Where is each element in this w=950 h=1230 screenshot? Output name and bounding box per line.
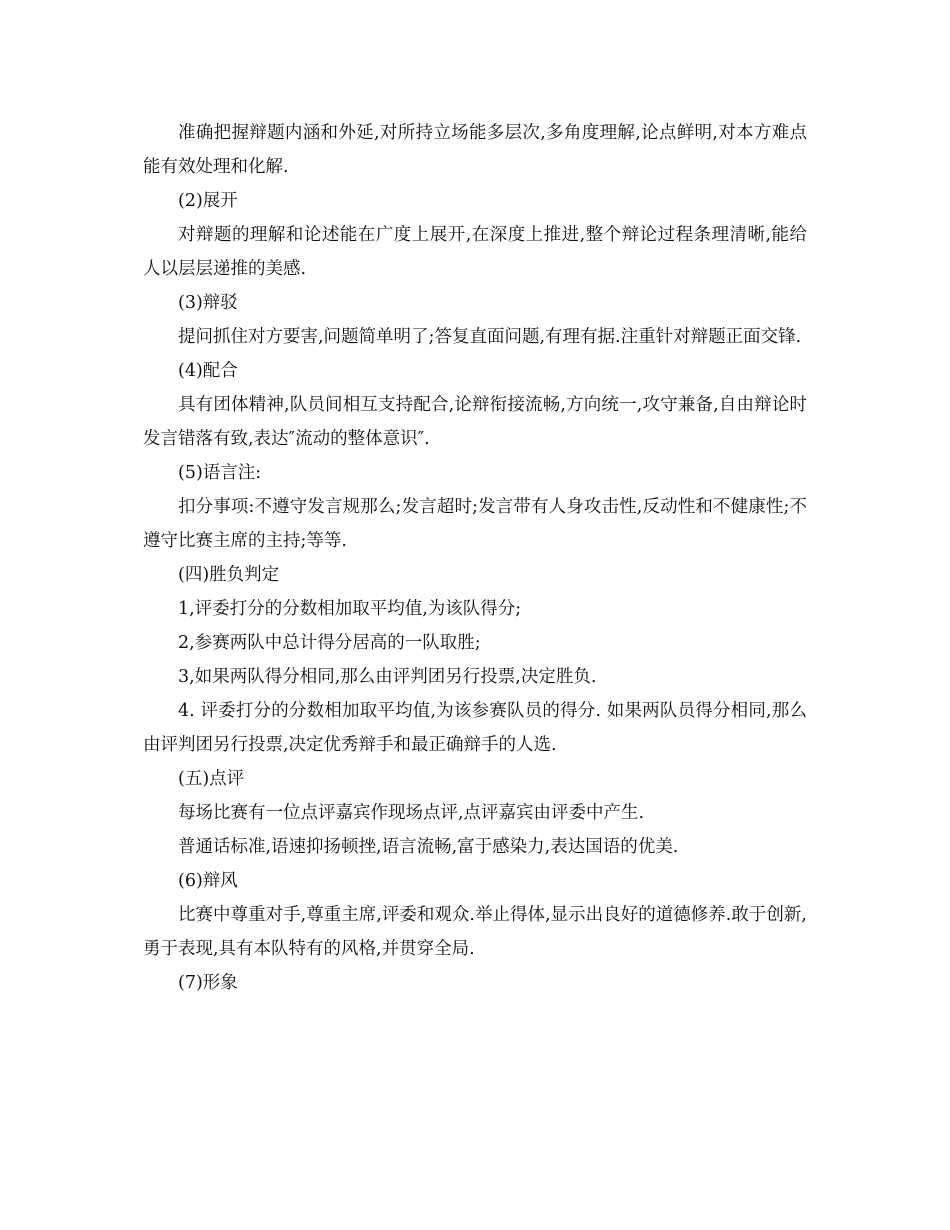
paragraph-rebuttal: 提问抓住对方要害,问题简单明了;答复直面问题,有理有据.注重针对辩题正面交锋. [178,327,802,347]
paragraph-expansion: 对辩题的理解和论述能在广度上展开,在深度上推进,整个辩论过程条理清晰,能给人以层层递推的美感. [143,225,807,279]
heading-expansion: (2)展开 [178,191,238,211]
judging-rule-1: 1,评委打分的分数相加取平均值,为该队得分; [178,599,522,619]
heading-rebuttal: (3)辩驳 [178,293,238,313]
paragraph-mandarin: 普通话标准,语速抑扬顿挫,语言流畅,富于感染力,表达国语的优美. [178,837,679,857]
heading-image: (7)形象 [178,973,238,993]
paragraph-teamwork: 具有团体精神,队员间相互支持配合,论辩衔接流畅,方向统一,攻守兼备,自由辩论时发言错落有致,表达″流动的整体意识″. [143,395,807,449]
heading-style: (6)辩风 [178,871,238,891]
paragraph-criteria-intro: 准确把握辩题内涵和外延,对所持立场能多层次,多角度理解,论点鲜明,对本方难点能有效处理和化解. [143,123,807,177]
heading-commentary: (五)点评 [178,769,245,789]
document-body [143,116,807,1000]
heading-judging: (四)胜负判定 [178,565,280,585]
judging-rule-3: 3,如果两队得分相同,那么由评判团另行投票,决定胜负. [178,667,597,687]
paragraph-deductions: 扣分事项:不遵守发言规那么;发言超时;发言带有人身攻击性,反动性和不健康性;不遵守比赛主席的主持;等等. [143,497,807,551]
paragraph-commentary: 每场比赛有一位点评嘉宾作现场点评,点评嘉宾由评委中产生. [178,803,645,823]
judging-rule-4: 4. 评委打分的分数相加取平均值,为该参赛队员的得分. 如果两队员得分相同,那么由评判团另行投票,决定优秀辩手和最正确辩手的人选. [143,701,807,755]
heading-language-notes: (5)语言注: [178,463,262,483]
paragraph-style: 比赛中尊重对手,尊重主席,评委和观众.举止得体,显示出良好的道德修养.敢于创新,勇于表现,具有本队特有的风格,并贯穿全局. [143,905,807,959]
judging-rule-2: 2,参赛两队中总计得分居高的一队取胜; [178,633,481,653]
heading-teamwork: (4)配合 [178,361,238,381]
